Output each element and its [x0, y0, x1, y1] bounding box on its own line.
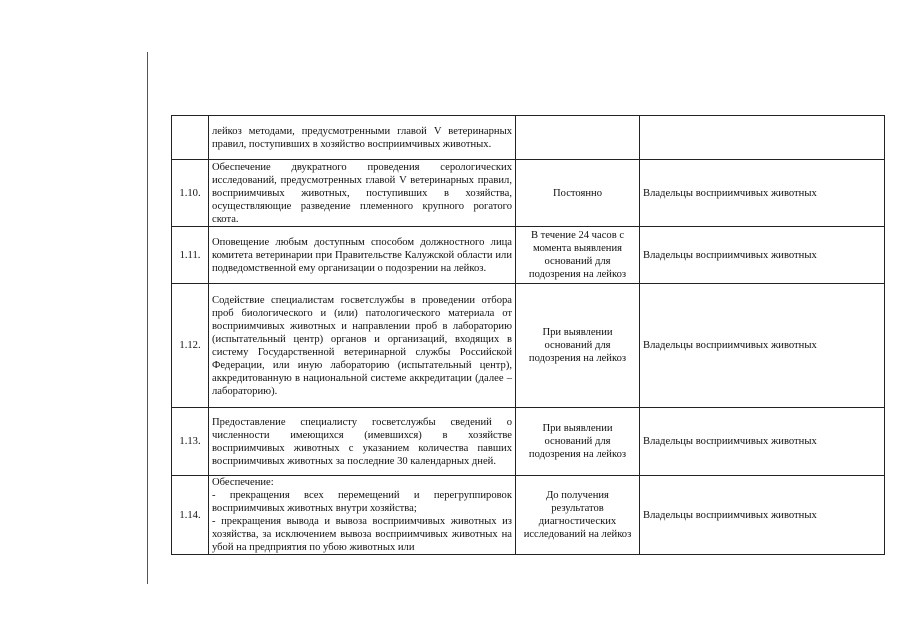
- row-responsible: Владельцы восприимчивых животных: [640, 227, 885, 284]
- row-responsible: Владельцы восприимчивых животных: [640, 160, 885, 227]
- row-responsible: Владельцы восприимчивых животных: [640, 284, 885, 408]
- measures-table: [171, 115, 885, 555]
- row-number: 1.13.: [172, 408, 209, 476]
- table-row: [172, 408, 885, 476]
- table-row: [172, 116, 885, 160]
- table-row: [172, 227, 885, 284]
- row-term: Постоянно: [516, 160, 640, 227]
- row-term: До получения результатов диагностических исследований на лейкоз: [516, 476, 640, 555]
- row-action: Предоставление специалисту госветслужбы сведений о численности имеющихся (имевшихся) в хозяйстве восприимчивых животных с указанием количества павших восприимчивых животных за последние 30 календарных дней.: [209, 408, 516, 476]
- row-number: 1.14.: [172, 476, 209, 555]
- row-action: лейкоз методами, предусмотренными главой V ветеринарных правил, поступивших в хозяйство восприимчивых животных.: [209, 116, 516, 160]
- row-number: 1.11.: [172, 227, 209, 284]
- row-responsible: [640, 116, 885, 160]
- row-responsible: Владельцы восприимчивых животных: [640, 408, 885, 476]
- row-term: При выявлении оснований для подозрения на лейкоз: [516, 408, 640, 476]
- row-term: [516, 116, 640, 160]
- row-action: Обеспечение: - прекращения всех перемещений и перегруппировок восприимчивых животных внутри хозяйства; - прекращения вывода и вывоза восприимчивых животных из хозяйства, за исключением вывоза восприимчивых животных на убой на предприятия по убою животных или: [209, 476, 516, 555]
- table-row: [172, 476, 885, 555]
- row-term: При выявлении оснований для подозрения на лейкоз: [516, 284, 640, 408]
- row-action: Оповещение любым доступным способом должностного лица комитета ветеринарии при Правительстве Калужской области или подведомственной ему организации о подозрении на лейкоз.: [209, 227, 516, 284]
- row-number: [172, 116, 209, 160]
- row-responsible: Владельцы восприимчивых животных: [640, 476, 885, 555]
- row-number: 1.12.: [172, 284, 209, 408]
- row-number: 1.10.: [172, 160, 209, 227]
- page-margin-line: [147, 52, 148, 584]
- row-action: Содействие специалистам госветслужбы в проведении отбора проб биологического и (или) патологического материала от восприимчивых животных и направлении проб в лабораторию (испытательный центр) органов и организаций, входящих в систему Государственной ветеринарной службы Российской Федерации, или иную лабораторию (испытательный центр), аккредитованную в национальной системе аккредитации (далее – лабораторию).: [209, 284, 516, 408]
- row-action: Обеспечение двукратного проведения серологических исследований, предусмотренных главой V ветеринарных правил, восприимчивых животных, поступивших в хозяйства, осуществляющие разведение племенного крупного рогатого скота.: [209, 160, 516, 227]
- table-row: [172, 284, 885, 408]
- table-row: [172, 160, 885, 227]
- row-term: В течение 24 часов с момента выявления оснований для подозрения на лейкоз: [516, 227, 640, 284]
